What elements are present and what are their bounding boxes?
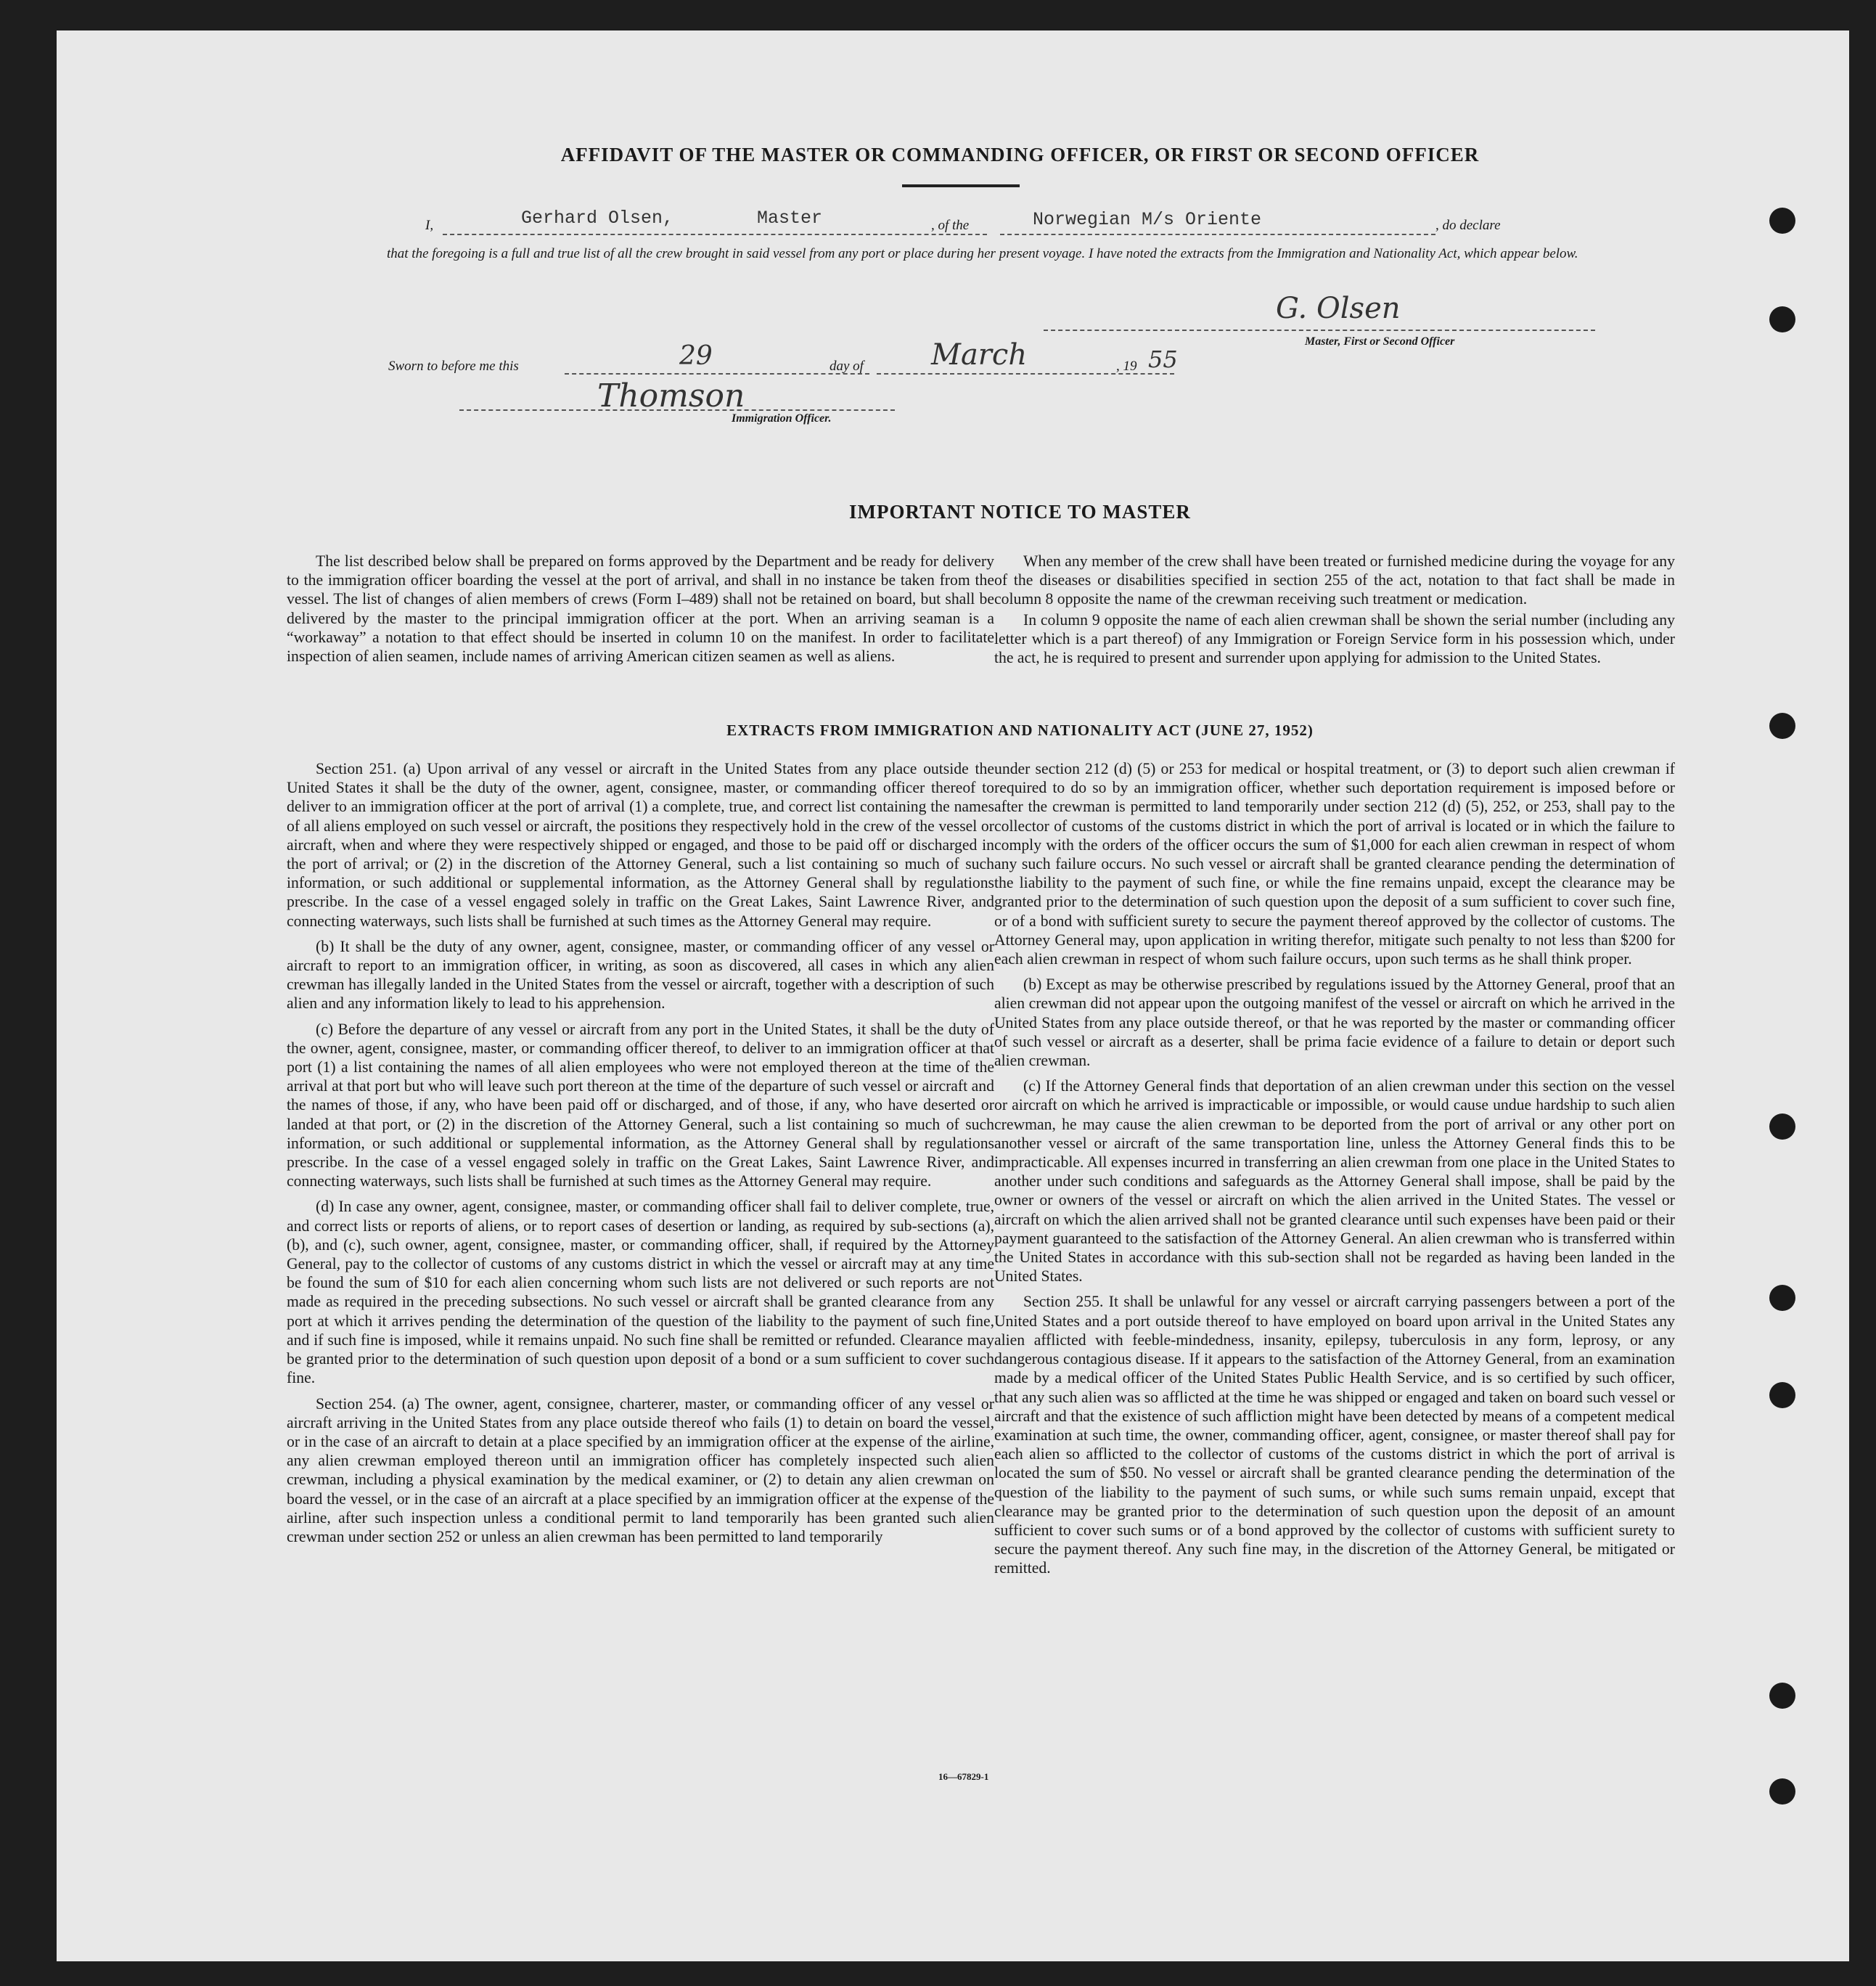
master-signature: G. Olsen <box>1276 292 1401 325</box>
notice-right-paragraph-2: In column 9 opposite the name of each alien crewman shall be shown the serial number (including any letter which is a part thereof) of any Immigration or Foreign Service form in his possession which, under the act, he is required to present and surrender upon applying for admission to the United States. <box>994 610 1675 667</box>
notice-left-column <box>287 552 994 672</box>
vessel-line <box>1000 234 1435 235</box>
extract-left-paragraph: (c) Before the departure of any vessel or aircraft from any port in the United States, it shall be the duty of the owner, agent, consignee, master, or commanding officer thereof, to deliver to an immigration officer at that port (1) a list containing the names of all alien employees who were not employed thereon at the time of the arrival at that port but who will leave such port thereon at the time of the departure of such vessel or aircraft and the names of those, if any, who have been paid off or discharged, and of those, if any, who have deserted or landed at that port, or (2) in the discretion of the Attorney General, such a list containing so much of such information, or such additional or supplemental information, as the Attorney General shall by regulations prescribe. In the case of a vessel engaged solely in traffic on the Great Lakes, Saint Lawrence River, and connecting waterways, such lists shall be furnished at such times as the Attorney General may require. <box>287 1020 994 1190</box>
binding-hole <box>1769 306 1795 332</box>
extract-right-paragraph: under section 212 (d) (5) or 253 for medical or hospital treatment, or (3) to deport such alien crewman if required to do so by an immigration officer, whether such deportation requirement is imposed before or after the crewman is permitted to land temporarily under section 212 (d) (5), 252, or 253, shall pay to the collector of customs of the customs district in which the port of arrival is located or in which the failure to comply with the orders of the officer occurs the sum of $1,000 for each alien crewman in respect of whom any such failure occurs. No such vessel or aircraft shall be granted clearance pending the determination of the liability to the payment of such fine, or while the fine remains unpaid, except the clearance may be granted prior to the determination of such question upon the deposit of a sum sufficient to cover such fine, or of a bond with sufficient surety to secure the payment thereof approved by the collector of customs. The Attorney General may, upon application in writing therefor, mitigate such penalty to not less than $200 for each alien crewman in respect of whom such failure occurs, upon such terms as he shall think proper. <box>994 760 1675 968</box>
sworn-label: Sworn to before me this <box>388 359 519 374</box>
of-the-label: , of the <box>931 218 970 233</box>
extract-left-paragraph: Section 254. (a) The owner, agent, consignee, charterer, master, or commanding officer of any vessel or aircraft arriving in the United States from any place outside thereof who fails (1) to detain on board the vessel, or in the case of an aircraft to detain at a place specified by an immigration officer at the expense of the airline, any alien crewman employed thereon until an immigration officer has completely inspected such alien crewman, including a physical examination by the medical examiner, or (2) to detain any alien crewman on board the vessel, or in the case of an aircraft at a place specified by an immigration officer at the expense of the airline, after such inspection unless a conditional permit to land temporarily has been granted such alien crewman under section 252 or unless an alien crewman has been permitted to land temporarily <box>287 1394 994 1545</box>
extract-right-paragraph: (b) Except as may be otherwise prescribed by regulations issued by the Attorney General, proof that an alien crewman did not appear upon the outgoing manifest of the vessel or aircraft on which he arrived in the United States from any place outside thereof, or that he was reported by the master or commanding officer of such vessel or aircraft as a deserter, shall be prima facie evidence of a failure to detain or deport such alien crewman. <box>994 976 1675 1070</box>
do-declare-label: , do declare <box>1435 218 1501 233</box>
notice-right-column <box>994 552 1675 674</box>
form-number: 16—67829-1 <box>938 1771 989 1782</box>
officer-line <box>459 409 895 411</box>
declaration-text: that the foregoing is a full and true list of all the crew brought in said vessel from any port or place during her present voyage. I have noted the extracts from the Immigration and Nationality Act, which appear below. <box>387 246 1578 261</box>
document-page <box>57 30 1849 1961</box>
master-name: Gerhard Olsen, <box>521 208 674 229</box>
master-position: Master <box>757 208 823 229</box>
binding-hole <box>1769 1778 1795 1805</box>
extract-left-paragraph: Section 251. (a) Upon arrival of any vessel or aircraft in the United States from any place outside the United States it shall be the duty of the owner, agent, consignee, master, or commanding officer thereof to deliver to an immigration officer at the port of arrival (1) a complete, true, and correct list containing the names of all aliens employed on such vessel or aircraft, the positions they respectively hold in the crew of the vessel or aircraft, when and where they were respectively shipped or engaged, and those to be paid off or discharged in the port of arrival; or (2) in the discretion of the Attorney General, such a list containing so much of such information, or such additional or supplemental information, as the Attorney General shall by regulations prescribe. In the case of a vessel engaged solely in traffic on the Great Lakes, Saint Lawrence River, and connecting waterways, such lists shall be furnished at such times as the Attorney General may require. <box>287 760 994 930</box>
vessel-name: Norwegian M/s Oriente <box>1033 209 1262 230</box>
extract-right-paragraph: (c) If the Attorney General finds that deportation of an alien crewman under this section on the vessel or aircraft on which he arrived is impracticable or impossible, or would cause undue hardship to such alien crewman, he may cause the alien crewman to be deported from the port of arrival or any other port on another vessel or aircraft of the same transportation line, unless the Attorney General finds this to be impracticable. All expenses incurred in transferring an alien crewman from one place in the United States to another under such conditions and safeguards as the Attorney General shall impose, shall be paid by the owner or owners of the vessel or aircraft on which the alien arrived in the United States. The vessel or aircraft on which the alien arrived shall not be granted clearance until such expenses have been paid or their payment guaranteed to the satisfaction of the Attorney General. An alien crewman who is transferred within the United States in accordance with this sub-section shall not be regarded as having been landed in the United States. <box>994 1077 1675 1286</box>
officer-signature: Thomson <box>597 377 745 414</box>
binding-hole <box>1769 1382 1795 1408</box>
affidavit-title: AFFIDAVIT OF THE MASTER OR COMMANDING OFFICER, OR FIRST OR SECOND OFFICER <box>560 144 1480 166</box>
extract-left-paragraph: (d) In case any owner, agent, consignee, master, or commanding officer shall fail to deliver complete, true, and correct lists or reports of aliens, or to report cases of desertion or landing, as required by sub-sections (a), (b), and (c), such owner, agent, consignee, master, or commanding officer, shall, if required by the Attorney General, pay to the collector of customs of any customs district in which the vessel or aircraft may at any time be found the sum of $10 for each alien concerning whom such lists are not delivered or such reports are not made as required in the preceding subsections. No such vessel or aircraft shall be granted clearance from any port at which it arrives pending the determination of the question of the liability to the payment of such fine, and if such fine is imposed, while it remains unpaid. No such fine shall be remitted or refunded. Clearance may be granted prior to the determination of such question upon deposit of a bond or a sum sufficient to cover such fine. <box>287 1198 994 1387</box>
binding-hole <box>1769 1113 1795 1140</box>
notice-left-paragraph: The list described below shall be prepared on forms approved by the Department and be ready for delivery to the immigration officer boarding the vessel at the port of arrival, and shall in no instance be taken from the vessel. The list of changes of alien members of crews (Form I–489) shall not be retained on board, but shall be delivered by the master to the principal immigration officer at the port. When an arriving seaman is a “workaway” a notation to that effect should be inserted in column 10 on the manifest. In order to facilitate inspection of alien seamen, include names of arriving American citizen seamen as well as aliens. <box>287 552 994 666</box>
signature-caption: Master, First or Second Officer <box>1305 335 1455 348</box>
binding-hole <box>1769 1285 1795 1311</box>
extracts-title: EXTRACTS FROM IMMIGRATION AND NATIONALITY ACT (JUNE 27, 1952) <box>726 722 1314 739</box>
year-prefix: , 19 <box>1116 359 1137 374</box>
extracts-left-column <box>287 759 994 1553</box>
signature-line <box>1044 330 1595 331</box>
day-of-label: day of <box>830 359 864 374</box>
sworn-month: March <box>931 338 1028 372</box>
extracts-right-column <box>994 759 1675 1585</box>
day-line <box>565 373 869 375</box>
extract-right-paragraph: Section 255. It shall be unlawful for any vessel or aircraft carrying passengers between a port of the United States and a port outside thereof to have employed on board upon arrival in the United States any alien afflicted with feeble-mindedness, insanity, epilepsy, tuberculosis in any form, leprosy, or any dangerous contagious disease. If it appears to the satisfaction of the Attorney General, from an examination made by a medical officer of the United States Public Health Service, and is so certified by such officer, that any such alien was so afflicted at the time he was shipped or engaged and taken on board such vessel or aircraft and that the existence of such affliction might have been detected by means of a competent medical examination at such time, the owner, commanding officer, agent, consignee, or master thereof shall pay for each alien so afflicted to the collector of customs of the customs district in which the port of arrival is located the sum of $50. No vessel or aircraft shall be granted clearance pending the determination of the question of the liability to the payment of such sums, or while such sums remain unpaid, except that clearance may be granted prior to the determination of such question upon the deposit of an amount sufficient to cover such sums or of a bond approved by the collector of customs with sufficient surety to secure the payment thereof. Any such fine may, in the discretion of the Attorney General, be mitigated or remitted. <box>994 1293 1675 1577</box>
title-rule <box>902 184 1020 187</box>
sworn-year: 55 <box>1148 346 1178 373</box>
i-label: I, <box>425 218 434 233</box>
binding-hole <box>1769 208 1795 234</box>
notice-right-paragraph-1: When any member of the crew shall have been treated or furnished medicine during the voyage for any of the diseases or disabilities specified in section 255 of the act, notation to that fact shall be made in column 8 opposite the name of the crewman receiving such treatment or medication. <box>994 552 1675 608</box>
name-line <box>443 234 987 235</box>
binding-hole <box>1769 1683 1795 1709</box>
binding-hole <box>1769 713 1795 739</box>
officer-caption: Immigration Officer. <box>732 412 832 425</box>
extract-left-paragraph: (b) It shall be the duty of any owner, agent, consignee, master, or commanding officer of any vessel or aircraft to report to an immigration officer, in writing, as soon as discovered, all cases in which any alien crewman has illegally landed in the United States from the vessel or aircraft, together with a description of such alien and any information likely to lead to his apprehension. <box>287 937 994 1013</box>
sworn-day: 29 <box>679 341 713 371</box>
notice-title: IMPORTANT NOTICE TO MASTER <box>849 501 1191 523</box>
